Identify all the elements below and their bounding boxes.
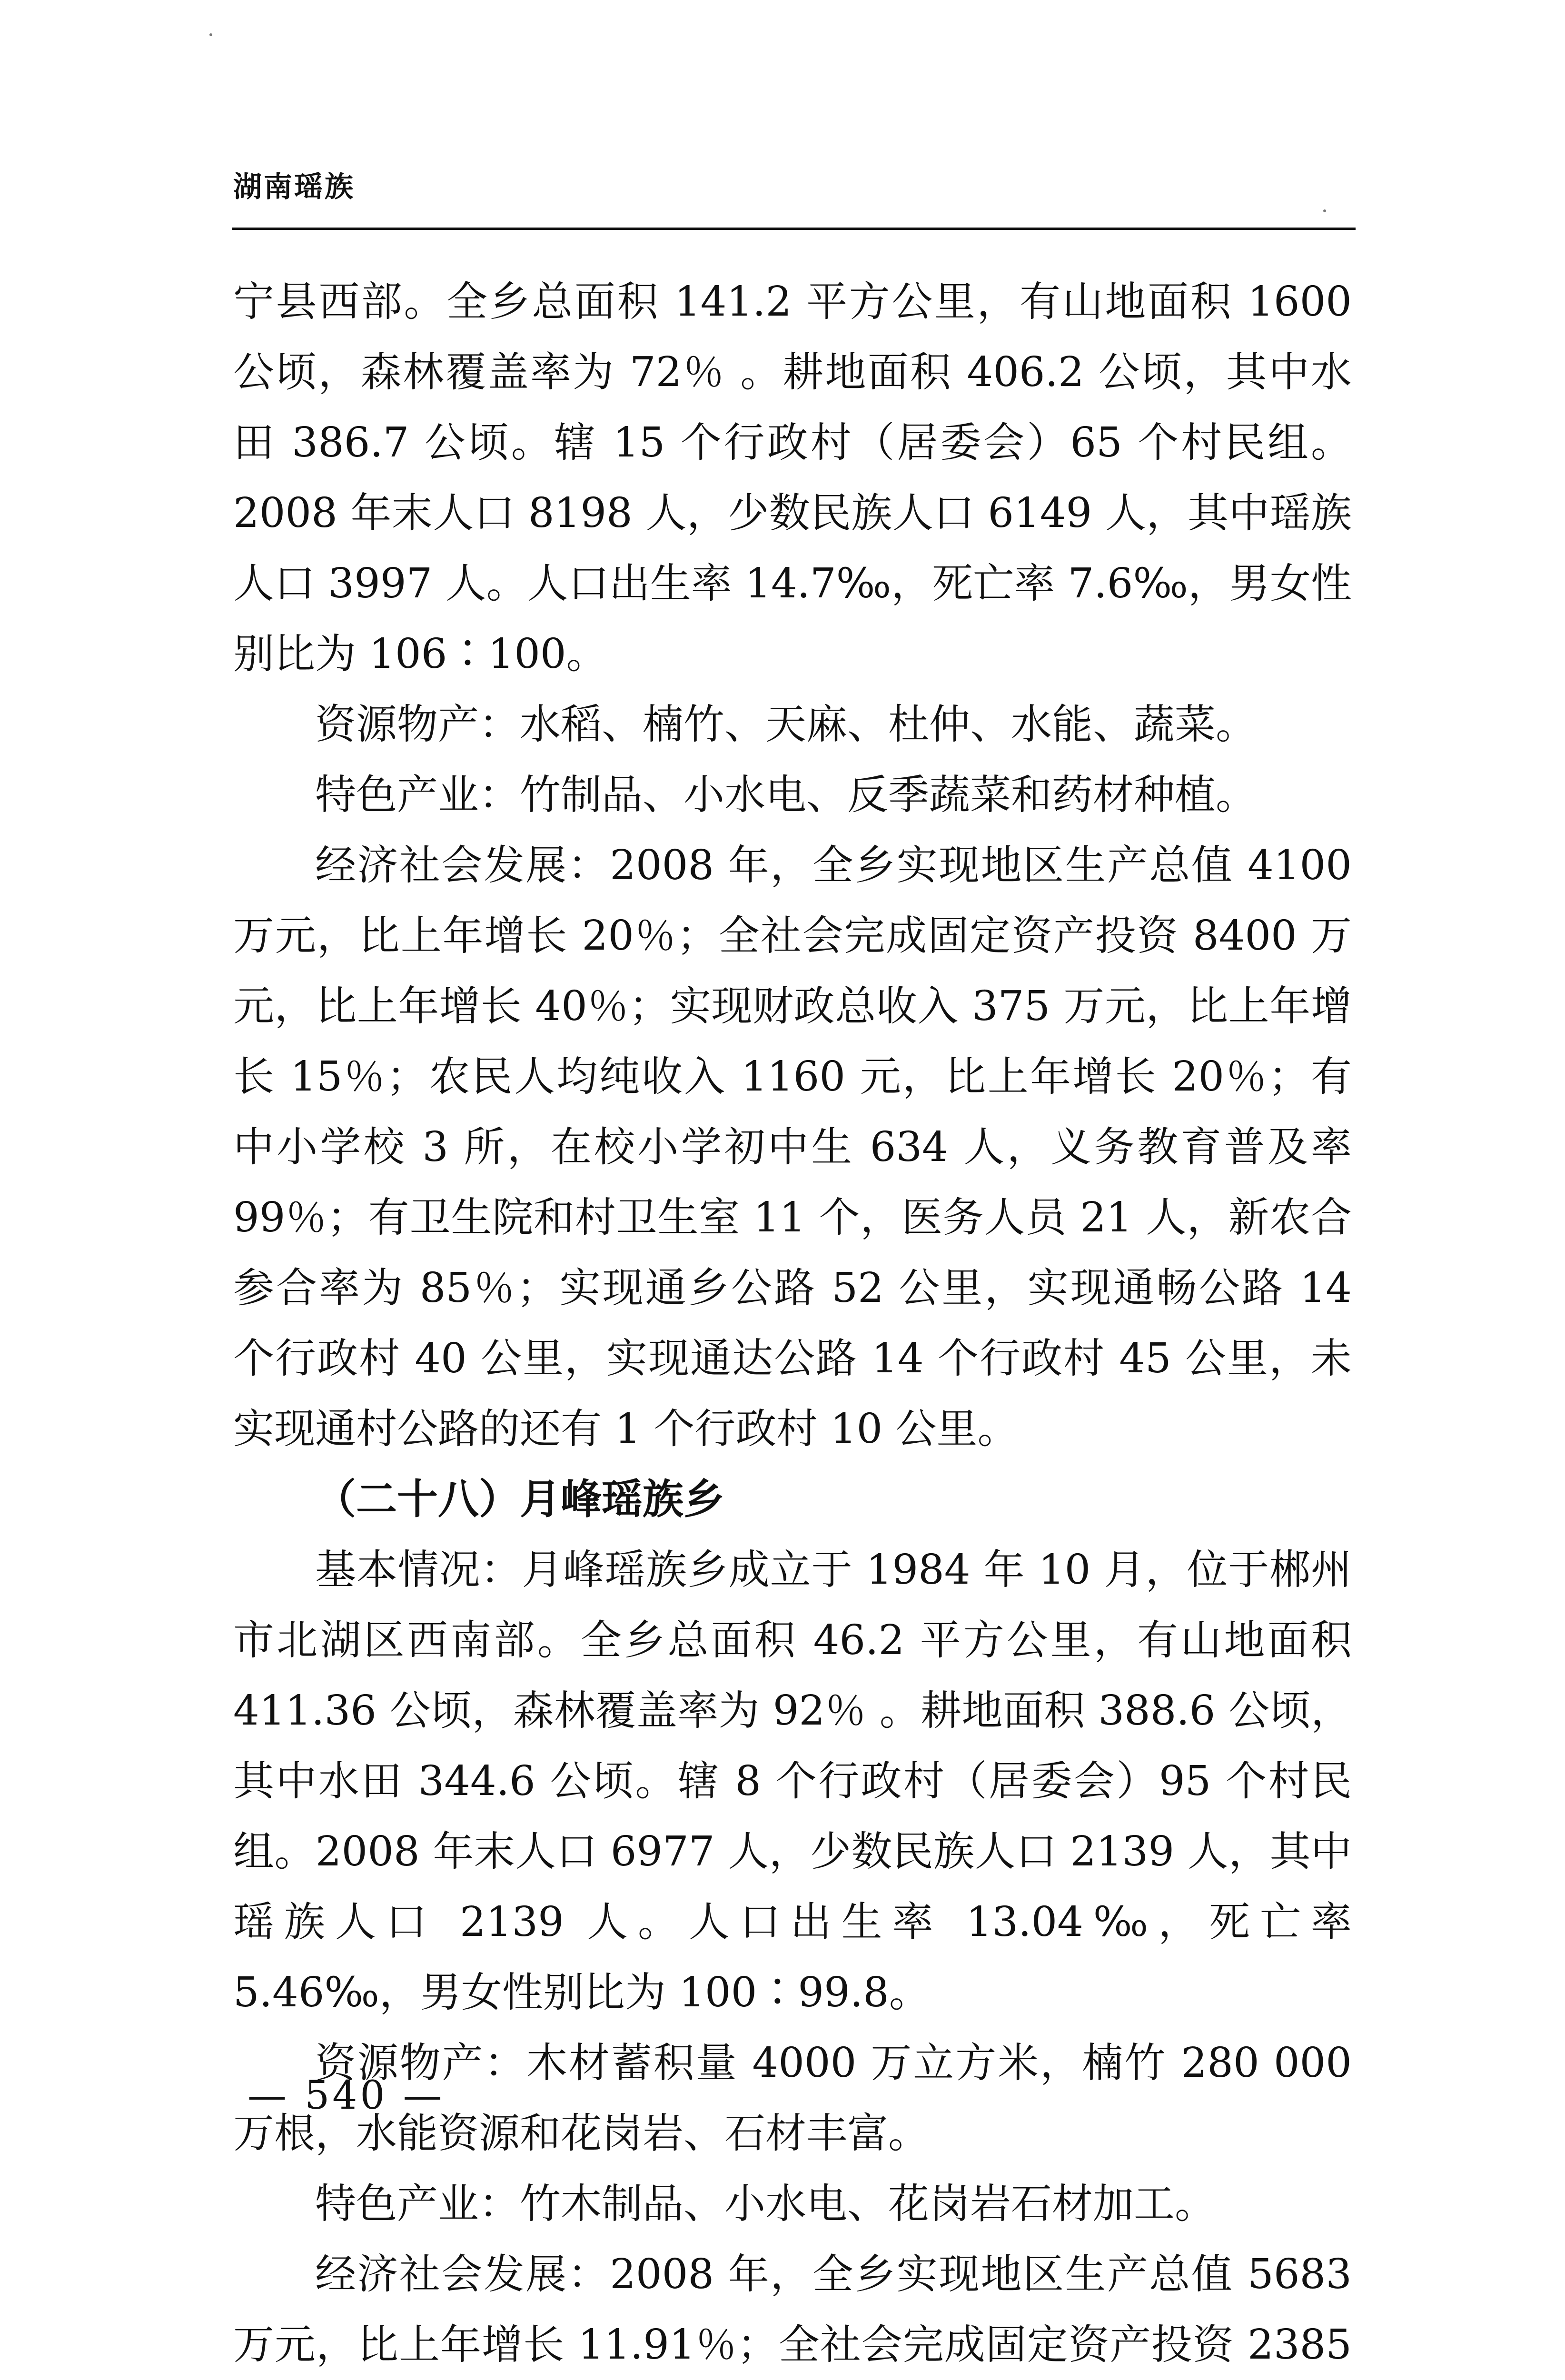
header-rule xyxy=(232,228,1356,230)
scan-speck xyxy=(1323,209,1326,212)
paragraph-industries: 特色产业：竹制品、小水电、反季蔬菜和药材种植。 xyxy=(315,771,1257,819)
section-heading: （二十八）月峰瑶族乡 xyxy=(315,1476,724,1523)
section-paragraph-resources: 资源物产：木材蓄积量 4000 万立方米，楠竹 280 000 万根，水能资源和花岗岩、石材丰富。 xyxy=(233,2039,1352,2157)
paragraph-continued: 宁县西部。全乡总面积 141.2 平方公里，有山地面积 1600 公顷，森林覆盖率为 72％ 。耕地面积 406.2 公顷，其中水田 386.7 公顷。辖 15 个行政村（居委会）65 个村民组。2008 年末人口 8198 人，少数民族人口 6149 人，其中瑶族人口 3997 人。人口出生率 14.7‰，死亡率 7.6‰，男女性别比为 106∶100。 xyxy=(233,278,1352,678)
section-paragraph-development: 经济社会发展：2008 年，全乡实现地区生产总值 5683 万元，比上年增长 11.91％；全社会完成固定资产投资 2385 xyxy=(233,2251,1352,2369)
paragraph-resources: 资源物产：水稻、楠竹、天麻、杜仲、水能、蔬菜。 xyxy=(315,701,1257,748)
page-number: — 540 — xyxy=(248,2073,445,2118)
section-paragraph-industries: 特色产业：竹木制品、小水电、花岗岩石材加工。 xyxy=(315,2180,1216,2228)
body-text xyxy=(233,267,1352,2380)
running-title: 湖南瑶族 xyxy=(233,170,355,204)
scan-speck xyxy=(209,33,212,36)
paragraph-development: 经济社会发展：2008 年，全乡实现地区生产总值 4100 万元，比上年增长 20％；全社会完成固定资产投资 8400 万元，比上年增长 40％；实现财政总收入 375 万元，比上年增长 15％；农民人均纯收入 1160 元，比上年增长 20％；有中小学校 3 所，在校小学初中生 634 人，义务教育普及率 99％；有卫生院和村卫生室 11 个，医务人员 21 人，新农合参合率为 85％；实现通乡公路 52 公里，实现通畅公路 14 个行政村 40 公里，实现通达公路 14 个行政村 45 公里，未实现通村公路的还有 1 个行政村 10 公里。 xyxy=(233,842,1352,1453)
section-paragraph-basic: 基本情况：月峰瑶族乡成立于 1984 年 10 月，位于郴州市北湖区西南部。全乡总面积 46.2 平方公里，有山地面积 411.36 公顷，森林覆盖率为 92％ 。耕地面积 388.6 公顷，其中水田 344.6 公顷。辖 8 个行政村（居委会）95 个村民组。2008 年末人口 6977 人，少数民族人口 2139 人，其中瑶族人口 2139 人。人口出生率 13.04‰，死亡率 5.46‰，男女性别比为 100∶99.8。 xyxy=(233,1546,1352,2016)
